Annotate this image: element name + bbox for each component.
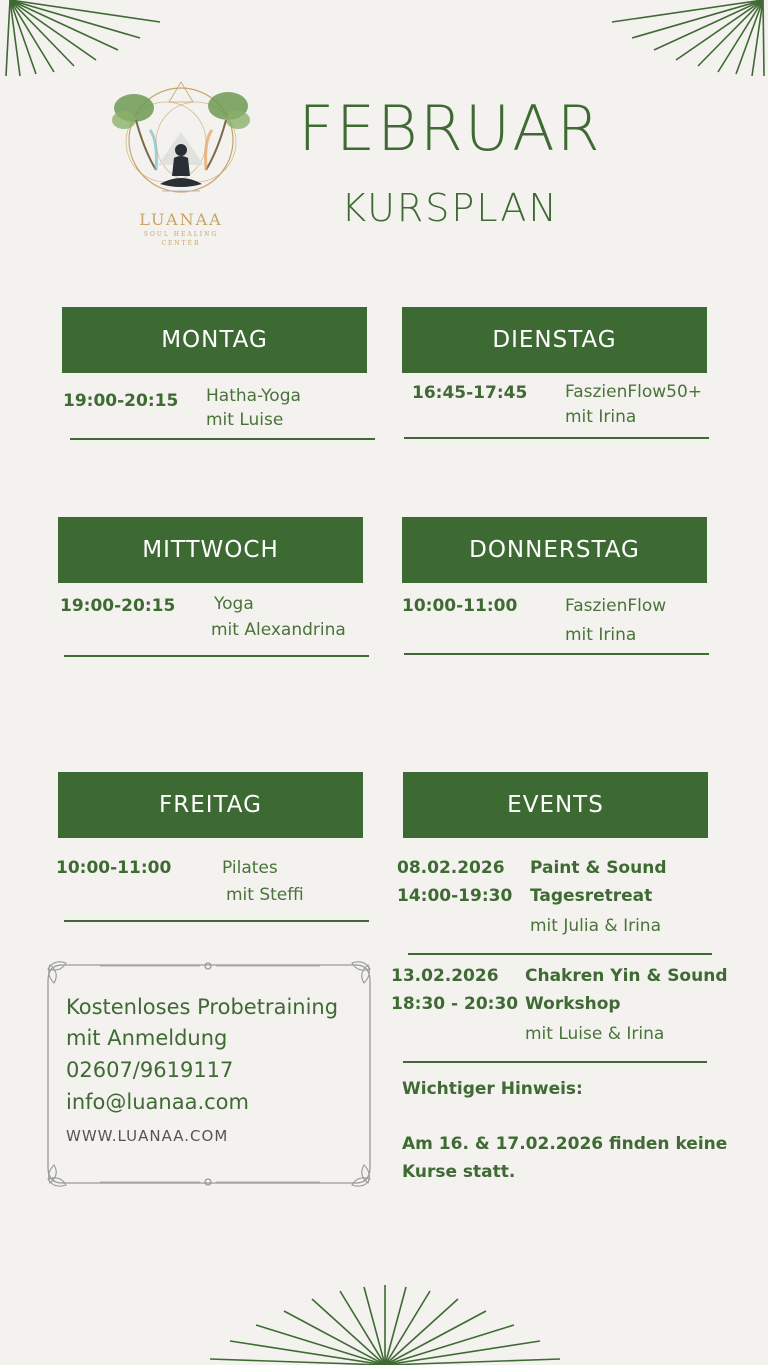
info-website[interactable]: WWW.LUANAA.COM xyxy=(66,1127,229,1145)
page-subtitle: KURSPLAN xyxy=(341,186,559,230)
divider xyxy=(70,438,375,440)
meditation-figure-logo-icon xyxy=(96,70,266,200)
montag-teacher: mit Luise xyxy=(206,410,284,430)
divider xyxy=(64,920,369,922)
freitag-time: 10:00-11:00 xyxy=(56,858,172,878)
notice-heading: Wichtiger Hinweis: xyxy=(402,1079,583,1099)
event-1-title: Paint & Sound xyxy=(530,858,667,878)
logo xyxy=(96,70,266,255)
day-header-mittwoch: MITTWOCH xyxy=(58,517,363,583)
donnerstag-time: 10:00-11:00 xyxy=(402,596,518,616)
event-1-date: 08.02.2026 xyxy=(397,858,505,878)
info-line-2: mit Anmeldung xyxy=(66,1026,228,1050)
event-2-date: 13.02.2026 xyxy=(391,966,499,986)
divider xyxy=(404,437,709,439)
montag-time: 19:00-20:15 xyxy=(63,391,179,411)
logo-name: LUANAA xyxy=(139,210,223,229)
sunburst-top-left-icon xyxy=(0,0,170,80)
event-1-teacher: mit Julia & Irina xyxy=(530,916,661,936)
info-email[interactable]: info@luanaa.com xyxy=(66,1090,249,1114)
event-2-subtitle: Workshop xyxy=(525,994,621,1014)
event-1-time: 14:00-19:30 xyxy=(397,886,513,906)
mittwoch-time: 19:00-20:15 xyxy=(60,596,176,616)
event-2-title: Chakren Yin & Sound xyxy=(525,966,728,986)
info-line-1: Kostenloses Probetraining xyxy=(66,995,339,1019)
day-header-dienstag: DIENSTAG xyxy=(402,307,707,373)
event-2-time: 18:30 - 20:30 xyxy=(391,994,519,1014)
freitag-course: Pilates xyxy=(222,858,278,878)
divider xyxy=(403,1061,707,1063)
sunburst-top-right-icon xyxy=(608,0,768,80)
freitag-teacher: mit Steffi xyxy=(226,885,304,905)
event-2-teacher: mit Luise & Irina xyxy=(525,1024,665,1044)
event-1-subtitle: Tagesretreat xyxy=(530,886,653,906)
donnerstag-teacher: mit Irina xyxy=(565,625,637,645)
divider xyxy=(64,655,369,657)
dienstag-course: FaszienFlow50+ xyxy=(565,382,703,402)
divider xyxy=(408,953,712,955)
mittwoch-teacher: mit Alexandrina xyxy=(211,620,346,640)
info-phone[interactable]: 02607/9619117 xyxy=(66,1058,234,1082)
montag-course: Hatha-Yoga xyxy=(206,386,301,406)
mittwoch-course: Yoga xyxy=(214,594,254,614)
dienstag-time: 16:45-17:45 xyxy=(412,383,528,403)
dienstag-teacher: mit Irina xyxy=(565,407,637,427)
notice-line-2: Kurse statt. xyxy=(402,1162,516,1182)
events-header: EVENTS xyxy=(403,772,708,838)
page-title: FEBRUAR xyxy=(298,92,602,165)
day-header-montag: MONTAG xyxy=(62,307,367,373)
logo-tagline-2: CENTER xyxy=(161,240,201,247)
donnerstag-course: FaszienFlow xyxy=(565,596,667,616)
divider xyxy=(404,653,709,655)
sunburst-bottom-icon xyxy=(200,1285,570,1365)
day-header-donnerstag: DONNERSTAG xyxy=(402,517,707,583)
logo-tagline-1: SOUL HEALING xyxy=(143,231,219,238)
day-header-freitag: FREITAG xyxy=(58,772,363,838)
notice-line-1: Am 16. & 17.02.2026 finden keine xyxy=(402,1134,728,1154)
